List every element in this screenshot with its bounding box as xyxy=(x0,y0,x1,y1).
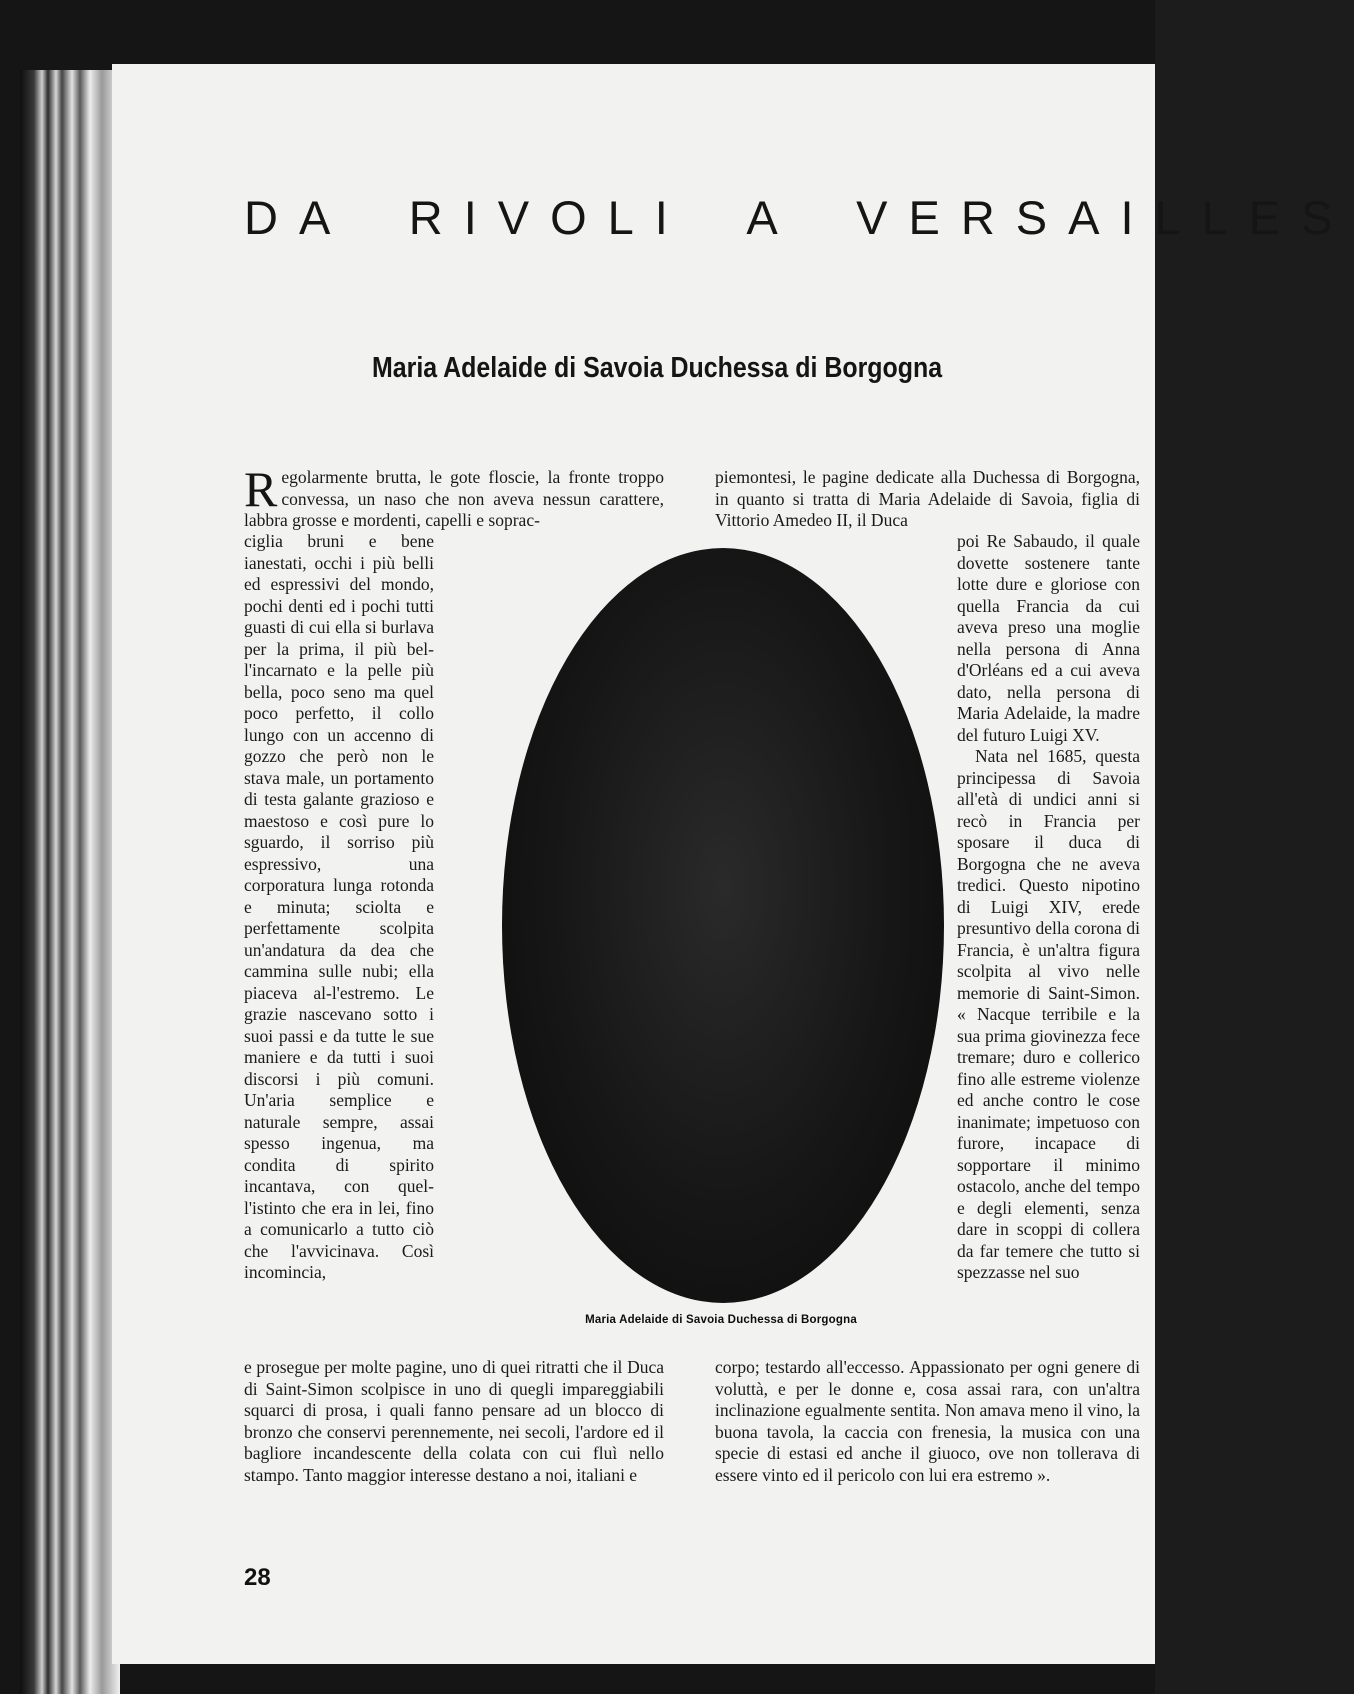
page-number: 28 xyxy=(244,1564,271,1591)
right-column-top xyxy=(715,467,1140,532)
left-top-text: egolarmente brutta, le gote floscie, la fronte troppo convessa, un naso che non aveva nessun carattere, labbra grosse e mordenti, capelli e soprac- xyxy=(244,467,664,530)
right-bottom-text: corpo; testardo all'eccesso. Appassionato per ogni genere di voluttà, e per le donne e, cosa assai rara, con un'altra inclinazione egualmente sentita. Non amava meno il vino, la buona tavola, la caccia con frenesia, la musica con una specie di estasi ed anche il giuoco, ove non tollerava di essere vinto ed il pericolo con lui era estremo ». xyxy=(715,1357,1140,1485)
left-column-narrow xyxy=(244,531,434,1284)
right-narrow-text-2: Nata nel 1685, questa principessa di Savoia all'età di undici anni si recò in Francia per sposare il duca di Borgogna che ne aveva tredici. Questo nipotino di Luigi XIV, erede presuntivo della corona di Francia, è un'altra figura scolpita al vivo nelle memorie di Saint-Simon. « Nacque terribile e la sua prima giovinezza fece tremare; duro e collerico fino alle estreme violenze ed anche contro le cose inanimate; impetuoso con furore, incapace di sopportare il minimo ostacolo, anche del tempo e degli elementi, senza dare in scoppi di collera da far temere che tutto si spezzasse nel suo xyxy=(957,746,1140,1282)
right-top-text: piemontesi, le pagine dedicate alla Duchessa di Borgogna, in quanto si tratta di Maria Adelaide di Savoia, figlia di Vittorio Amedeo II, il Duca xyxy=(715,467,1140,530)
right-column-narrow xyxy=(957,531,1140,1284)
drop-cap: R xyxy=(244,461,278,517)
left-column-top xyxy=(244,461,664,532)
figure-caption: Maria Adelaide di Savoia Duchessa di Borgogna xyxy=(585,1314,857,1326)
right-column-bottom xyxy=(715,1357,1140,1486)
left-bottom-text: e prosegue per molte pagine, uno di quei ritratti che il Duca di Saint-Simon scolpisce in uno di quegli impareggiabili squarci di prosa, i quali fanno pensare ad un blocco di bronzo che conservi perennemente, nei secoli, l'ardore ed il bagliore incandescente della colata con cui fluì nello stampo. Tanto maggior interesse destano a noi, italiani e xyxy=(244,1357,664,1485)
right-narrow-text-1: poi Re Sabaudo, il quale dovette sostenere tante lotte dure e gloriose con quella Francia da cui aveva preso una moglie nella persona di Anna d'Orléans ed a cui aveva dato, nella persona di Maria Adelaide, la madre del futuro Luigi XV. xyxy=(957,531,1140,745)
article-subtitle: Maria Adelaide di Savoia Duchessa di Borgogna xyxy=(372,352,943,384)
book-spine xyxy=(20,70,120,1694)
article-title: DA RIVOLI A VERSAILLES xyxy=(244,191,1354,244)
left-column-bottom xyxy=(244,1357,664,1486)
portrait-image xyxy=(502,548,944,1303)
left-narrow-text: ciglia bruni e bene ianestati, occhi i più belli ed espressivi del mondo, pochi denti ed i pochi tutti guasti di cui ella si burlava per la prima, il più bel-l'incarnato e la pelle più bella, poco seno ma quel poco perfetto, il collo lungo con un accenno di gozzo che però non le stava male, un portamento di testa galante grazioso e maestoso e così pure lo sguardo, il sorriso più espressivo, una corporatura lunga rotonda e minuta; sciolta e perfettamente scolpita un'andatura da dea che cammina sulle nubi; ella piaceva al-l'estremo. Le grazie nascevano sotto i suoi passi e da tutte le sue maniere e da tutti i suoi discorsi i più comuni. Un'aria semplice e naturale sempre, assai spesso ingenua, ma condita di spirito incantava, con quel-l'istinto che era in lei, fino a comunicarlo a tutto ciò che l'avvicinava. Così incomincia, xyxy=(244,531,434,1282)
